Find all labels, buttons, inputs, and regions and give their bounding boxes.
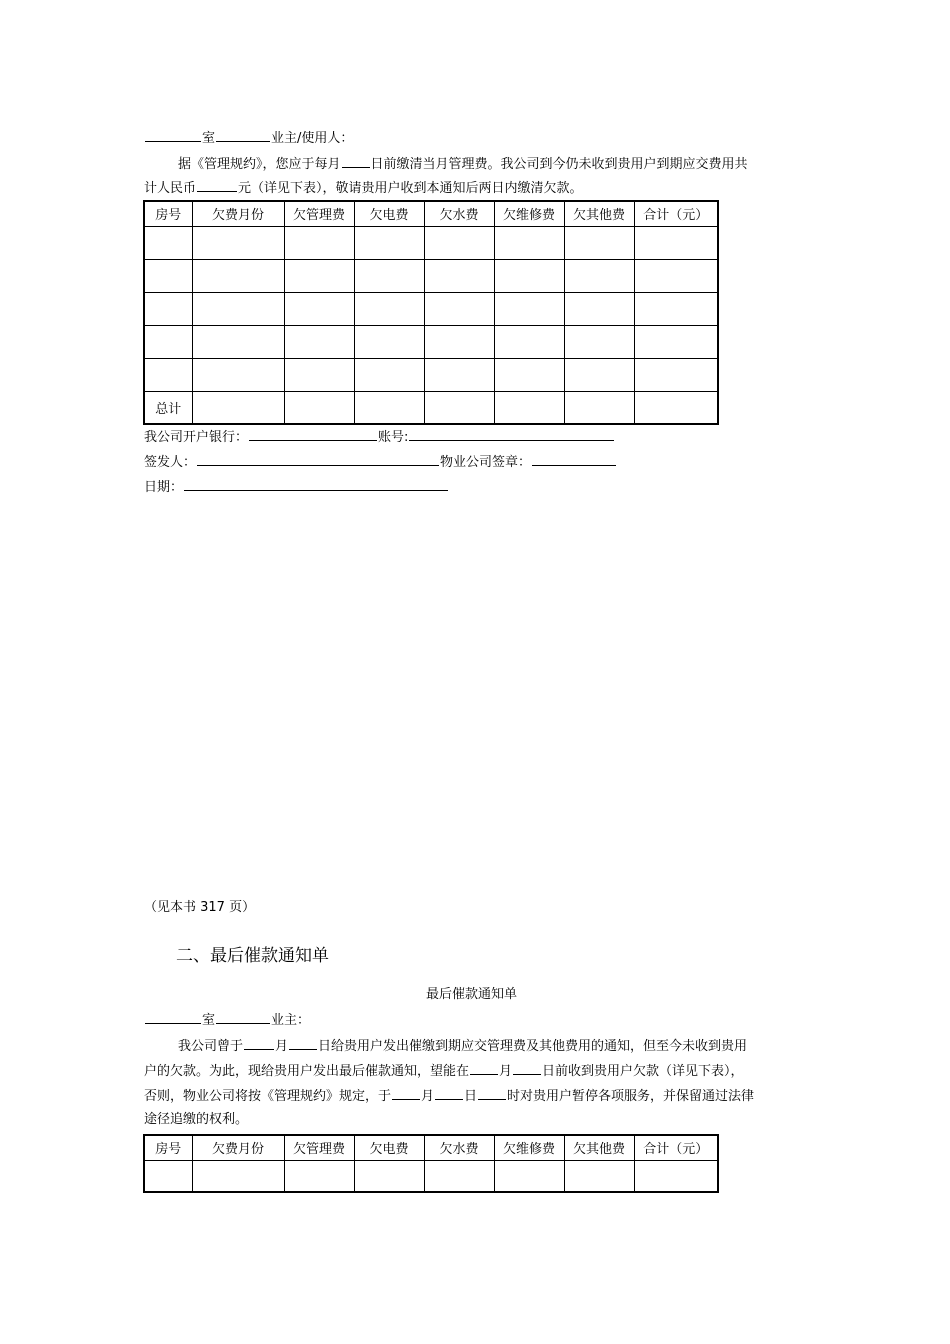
table-cell[interactable]	[424, 292, 494, 325]
header-cell: 欠其他费	[564, 201, 634, 226]
table-cell[interactable]	[424, 391, 494, 424]
account-label: 账号:	[378, 430, 409, 445]
table-cell[interactable]	[424, 259, 494, 292]
seal-label: 物业公司签章：	[440, 455, 532, 470]
bank-blank[interactable]	[249, 427, 377, 441]
para-text: 否则，物业公司将按《管理规约》规定，于	[144, 1089, 392, 1104]
addressee-line-1	[144, 128, 353, 148]
header-cell: 合计（元）	[634, 1135, 718, 1160]
bank-line	[144, 427, 615, 447]
table-cell[interactable]	[144, 358, 192, 391]
table-cell[interactable]	[564, 259, 634, 292]
table-cell[interactable]	[634, 391, 718, 424]
day-blank[interactable]	[342, 154, 370, 168]
table-cell[interactable]	[354, 391, 424, 424]
table-cell[interactable]	[192, 226, 284, 259]
para-text: 月	[275, 1039, 289, 1054]
issuer-blank[interactable]	[197, 452, 439, 466]
issuer-line	[144, 452, 617, 472]
table-row	[144, 1160, 718, 1192]
table-cell[interactable]	[192, 292, 284, 325]
header-cell: 欠电费	[354, 1135, 424, 1160]
table-cell[interactable]	[634, 259, 718, 292]
table-row	[144, 226, 718, 259]
table-row	[144, 325, 718, 358]
header-cell: 欠费月份	[192, 201, 284, 226]
owner-name-blank[interactable]	[216, 1010, 270, 1024]
header-cell: 欠水费	[424, 201, 494, 226]
para-text: 月	[421, 1089, 435, 1104]
table-cell[interactable]	[192, 325, 284, 358]
bank-label: 我公司开户银行：	[144, 430, 249, 445]
table-cell[interactable]	[354, 1160, 424, 1192]
table-cell[interactable]	[144, 325, 192, 358]
amount-blank[interactable]	[197, 178, 237, 192]
table-cell[interactable]	[192, 259, 284, 292]
table-row	[144, 292, 718, 325]
notice1-para-line-2	[144, 178, 583, 198]
header-cell: 房号	[144, 1135, 192, 1160]
table-cell[interactable]	[284, 259, 354, 292]
table-cell[interactable]	[494, 391, 564, 424]
para-text: 日	[464, 1089, 478, 1104]
table-cell[interactable]	[494, 1160, 564, 1192]
header-cell: 欠费月份	[192, 1135, 284, 1160]
table-cell[interactable]	[564, 358, 634, 391]
table-cell[interactable]	[494, 259, 564, 292]
table-cell[interactable]	[354, 226, 424, 259]
total-label: 总计	[144, 391, 192, 424]
table-row	[144, 259, 718, 292]
header-cell: 欠管理费	[284, 201, 354, 226]
table-cell[interactable]	[564, 325, 634, 358]
table-cell[interactable]	[424, 226, 494, 259]
addressee-line-2	[144, 1010, 310, 1030]
section-heading: 二、最后催款通知单	[176, 946, 329, 966]
header-cell: 房号	[144, 201, 192, 226]
para-text: 据《管理规约》，您应于每月	[178, 157, 341, 172]
arrears-table-1	[143, 200, 719, 425]
table-header-row	[144, 1135, 718, 1160]
room-suffix: 室	[202, 131, 216, 146]
owner-suffix: 业主：	[271, 1013, 311, 1028]
day-blank[interactable]	[435, 1086, 463, 1100]
table-cell[interactable]	[144, 226, 192, 259]
table-cell[interactable]	[634, 1160, 718, 1192]
table-cell[interactable]	[144, 259, 192, 292]
table-cell[interactable]	[564, 391, 634, 424]
header-cell: 欠维修费	[494, 201, 564, 226]
table-cell[interactable]	[424, 358, 494, 391]
para-text: 元（详见下表），敬请贵用户收到本通知后两日内缴清欠款。	[238, 181, 583, 196]
room-blank[interactable]	[145, 1010, 201, 1024]
owner-name-blank[interactable]	[216, 128, 270, 142]
table-cell[interactable]	[564, 1160, 634, 1192]
table-cell[interactable]	[354, 292, 424, 325]
table-cell[interactable]	[634, 358, 718, 391]
header-cell: 欠水费	[424, 1135, 494, 1160]
header-cell: 欠维修费	[494, 1135, 564, 1160]
day-blank[interactable]	[289, 1036, 317, 1050]
table-cell[interactable]	[284, 292, 354, 325]
seal-blank[interactable]	[532, 452, 616, 466]
hour-blank[interactable]	[478, 1086, 506, 1100]
table-cell[interactable]	[634, 226, 718, 259]
table-cell[interactable]	[284, 358, 354, 391]
table-cell[interactable]	[494, 292, 564, 325]
header-cell: 合计（元）	[634, 201, 718, 226]
owner-suffix: 业主/使用人：	[271, 131, 354, 146]
month-blank[interactable]	[470, 1061, 498, 1075]
table-header-row	[144, 201, 718, 226]
table-cell[interactable]	[564, 292, 634, 325]
table-cell[interactable]	[354, 358, 424, 391]
table-cell[interactable]	[634, 325, 718, 358]
issuer-label: 签发人：	[144, 455, 197, 470]
table-cell[interactable]	[284, 226, 354, 259]
table-cell[interactable]	[424, 325, 494, 358]
date-label: 日期：	[144, 480, 184, 495]
table-cell[interactable]	[192, 391, 284, 424]
para-text: 我公司曾于	[178, 1039, 244, 1054]
header-cell: 欠其他费	[564, 1135, 634, 1160]
para-text: 日给贵用户发出催缴到期应交管理费及其他费用的通知，但至今未收到贵用	[318, 1039, 748, 1054]
arrears-table-2	[143, 1134, 719, 1193]
table-cell[interactable]	[354, 259, 424, 292]
notice2-para-line-3	[144, 1086, 754, 1106]
notice1-para-line-1	[178, 154, 748, 174]
para-text: 户的欠款。为此，现给贵用户发出最后催款通知，望能在	[144, 1064, 470, 1079]
room-suffix: 室	[202, 1013, 216, 1028]
date-line	[144, 477, 449, 497]
header-cell: 欠管理费	[284, 1135, 354, 1160]
table-cell[interactable]	[284, 1160, 354, 1192]
para-text: 时对贵用户暂停各项服务，并保留通过法律	[507, 1089, 755, 1104]
table-cell[interactable]	[144, 292, 192, 325]
date-blank[interactable]	[184, 477, 448, 491]
table-cell[interactable]	[284, 325, 354, 358]
day-blank[interactable]	[513, 1061, 541, 1075]
account-blank[interactable]	[409, 427, 614, 441]
month-blank[interactable]	[392, 1086, 420, 1100]
notice2-para-line-4: 途径追缴的权利。	[144, 1112, 249, 1127]
table-cell[interactable]	[192, 358, 284, 391]
table-cell[interactable]	[192, 1160, 284, 1192]
table-cell[interactable]	[634, 292, 718, 325]
table-cell[interactable]	[494, 226, 564, 259]
para-text: 计人民币	[144, 181, 197, 196]
table-cell[interactable]	[494, 325, 564, 358]
table-cell[interactable]	[564, 226, 634, 259]
header-cell: 欠电费	[354, 201, 424, 226]
total-row	[144, 391, 718, 424]
notice2-para-line-1	[178, 1036, 747, 1056]
para-text: 月	[499, 1064, 513, 1079]
month-blank[interactable]	[244, 1036, 274, 1050]
notice2-para-line-2	[144, 1061, 744, 1081]
table-cell[interactable]	[494, 358, 564, 391]
page-reference: （见本书 317 页）	[144, 900, 256, 915]
table-row	[144, 358, 718, 391]
table-cell[interactable]	[284, 391, 354, 424]
notice2-title: 最后催款通知单	[426, 987, 518, 1002]
table-cell[interactable]	[144, 1160, 192, 1192]
para-text: 日前缴清当月管理费。我公司到今仍未收到贵用户到期应交费用共	[370, 157, 748, 172]
room-blank[interactable]	[145, 128, 201, 142]
para-text: 日前收到贵用户欠款（详见下表），	[542, 1064, 744, 1079]
table-cell[interactable]	[354, 325, 424, 358]
table-cell[interactable]	[424, 1160, 494, 1192]
